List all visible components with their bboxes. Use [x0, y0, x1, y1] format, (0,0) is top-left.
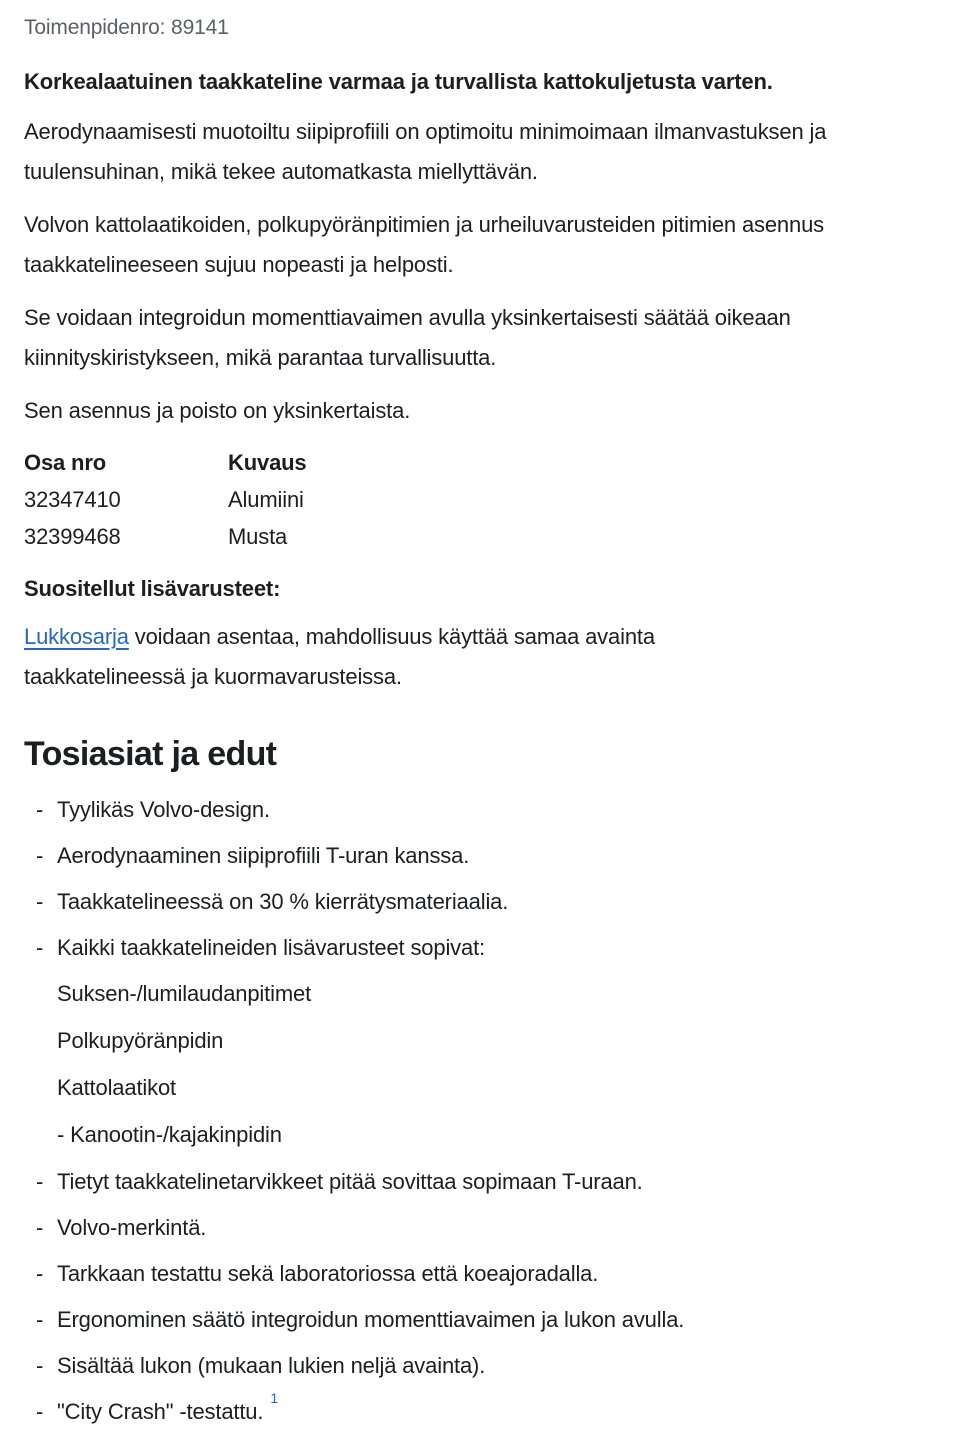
- parts-table-header-row: [24, 444, 307, 481]
- list-subitem: [24, 1021, 924, 1061]
- lock-kit-paragraph: [24, 617, 814, 697]
- intro-paragraph-3: Se voidaan integroidun momenttiavaimen avulla yksinkertaisesti säätää oikeaan kiinnityskiristykseen, mikä parantaa turvallisuutta.: [24, 305, 791, 370]
- recommended-accessories-heading: Suositellut lisävarusteet:: [24, 576, 281, 601]
- dash-bullet-icon: -: [36, 797, 44, 822]
- list-subitem: [24, 1068, 924, 1108]
- parts-table-header-part-number: Osa nro: [24, 449, 107, 475]
- list-item-text: Kaikki taakkatelineiden lisävarusteet sopivat:: [57, 935, 485, 960]
- part-description-cell: Alumiini: [228, 486, 304, 512]
- parts-table-header-description: Kuvaus: [228, 449, 307, 475]
- list-subitem: [24, 974, 924, 1014]
- list-item-text: Suksen-/lumilaudanpitimet: [57, 981, 312, 1006]
- list-item: [24, 1162, 924, 1202]
- lock-kit-text: voidaan asentaa, mahdollisuus käyttää samaa avainta taakkatelineessä ja kuormavarusteissa.: [24, 624, 655, 689]
- list-item: [24, 1389, 924, 1432]
- list-item-text: Kattolaatikot: [57, 1075, 176, 1100]
- list-item-text: Tyylikäs Volvo-design.: [57, 797, 270, 822]
- list-item: [24, 790, 924, 830]
- list-item-text: Sisältää lukon (mukaan lukien neljä avainta).: [57, 1353, 486, 1378]
- dash-bullet-icon: -: [36, 1261, 44, 1286]
- list-item-text: Volvo-merkintä.: [57, 1215, 207, 1240]
- list-item: [24, 1254, 924, 1294]
- operation-number-label: Toimenpidenro:: [24, 16, 166, 39]
- dash-bullet-icon: -: [36, 1307, 44, 1332]
- operation-number: [24, 14, 924, 42]
- list-item-text: Tarkkaan testattu sekä laboratoriossa että koeajoradalla.: [57, 1261, 599, 1286]
- intro-paragraph-4: Sen asennus ja poisto on yksinkertaista.: [24, 398, 411, 423]
- list-item: [24, 928, 924, 968]
- dash-bullet-icon: -: [36, 1353, 44, 1378]
- list-item-text: [57, 1389, 924, 1432]
- list-item: [24, 836, 924, 876]
- facts-list: [24, 790, 924, 1432]
- footnote-reference-link[interactable]: 1: [270, 1389, 278, 1406]
- list-subitem: [24, 1115, 924, 1155]
- part-number-cell: 32399468: [24, 523, 121, 549]
- product-detail-page: [24, 14, 924, 1432]
- city-crash-text: "City Crash" -testattu.: [57, 1399, 264, 1424]
- list-item-text: Aerodynaaminen siipiprofiili T-uran kanssa.: [57, 843, 470, 868]
- part-number-cell: 32347410: [24, 486, 121, 512]
- operation-number-value: 89141: [171, 16, 229, 39]
- dash-bullet-icon: -: [36, 1215, 44, 1240]
- dash-bullet-icon: -: [36, 1399, 44, 1424]
- intro-paragraph-1: Aerodynaamisesti muotoiltu siipiprofiili on optimoitu minimoimaan ilmanvastuksen ja tuulensuhinan, mikä tekee automatkasta miellyttävän.: [24, 119, 827, 184]
- list-item: [24, 1300, 924, 1340]
- part-description-cell: Musta: [228, 523, 288, 549]
- product-lead-heading: Korkealaatuinen taakkateline varmaa ja turvallista kattokuljetusta varten.: [24, 69, 773, 94]
- list-item-text: Taakkatelineessä on 30 % kierrätysmateriaalia.: [57, 889, 509, 914]
- list-item: [24, 1346, 924, 1386]
- dash-bullet-icon: -: [36, 889, 44, 914]
- dash-bullet-icon: -: [36, 1169, 44, 1194]
- list-item: [24, 882, 924, 922]
- dash-bullet-icon: -: [36, 843, 44, 868]
- list-item-text: Tietyt taakkatelinetarvikkeet pitää sovittaa sopimaan T-uraan.: [57, 1169, 643, 1194]
- dash-bullet-icon: -: [36, 935, 44, 960]
- list-item: [24, 1208, 924, 1248]
- list-item-text: Polkupyöränpidin: [57, 1028, 224, 1053]
- table-row: [24, 481, 307, 518]
- facts-and-benefits-heading: Tosiasiat ja edut: [24, 735, 277, 773]
- intro-paragraph-2: Volvon kattolaatikoiden, polkupyöränpitimien ja urheiluvarusteiden pitimien asennus taakkatelineeseen sujuu nopeasti ja helposti.: [24, 212, 825, 277]
- lock-kit-link[interactable]: Lukkosarja: [24, 624, 129, 649]
- list-item-text: - Kanootin-/kajakinpidin: [57, 1122, 282, 1147]
- table-row: [24, 518, 307, 555]
- parts-table: [24, 444, 307, 555]
- list-item-text: Ergonominen säätö integroidun momenttiavaimen ja lukon avulla.: [57, 1307, 685, 1332]
